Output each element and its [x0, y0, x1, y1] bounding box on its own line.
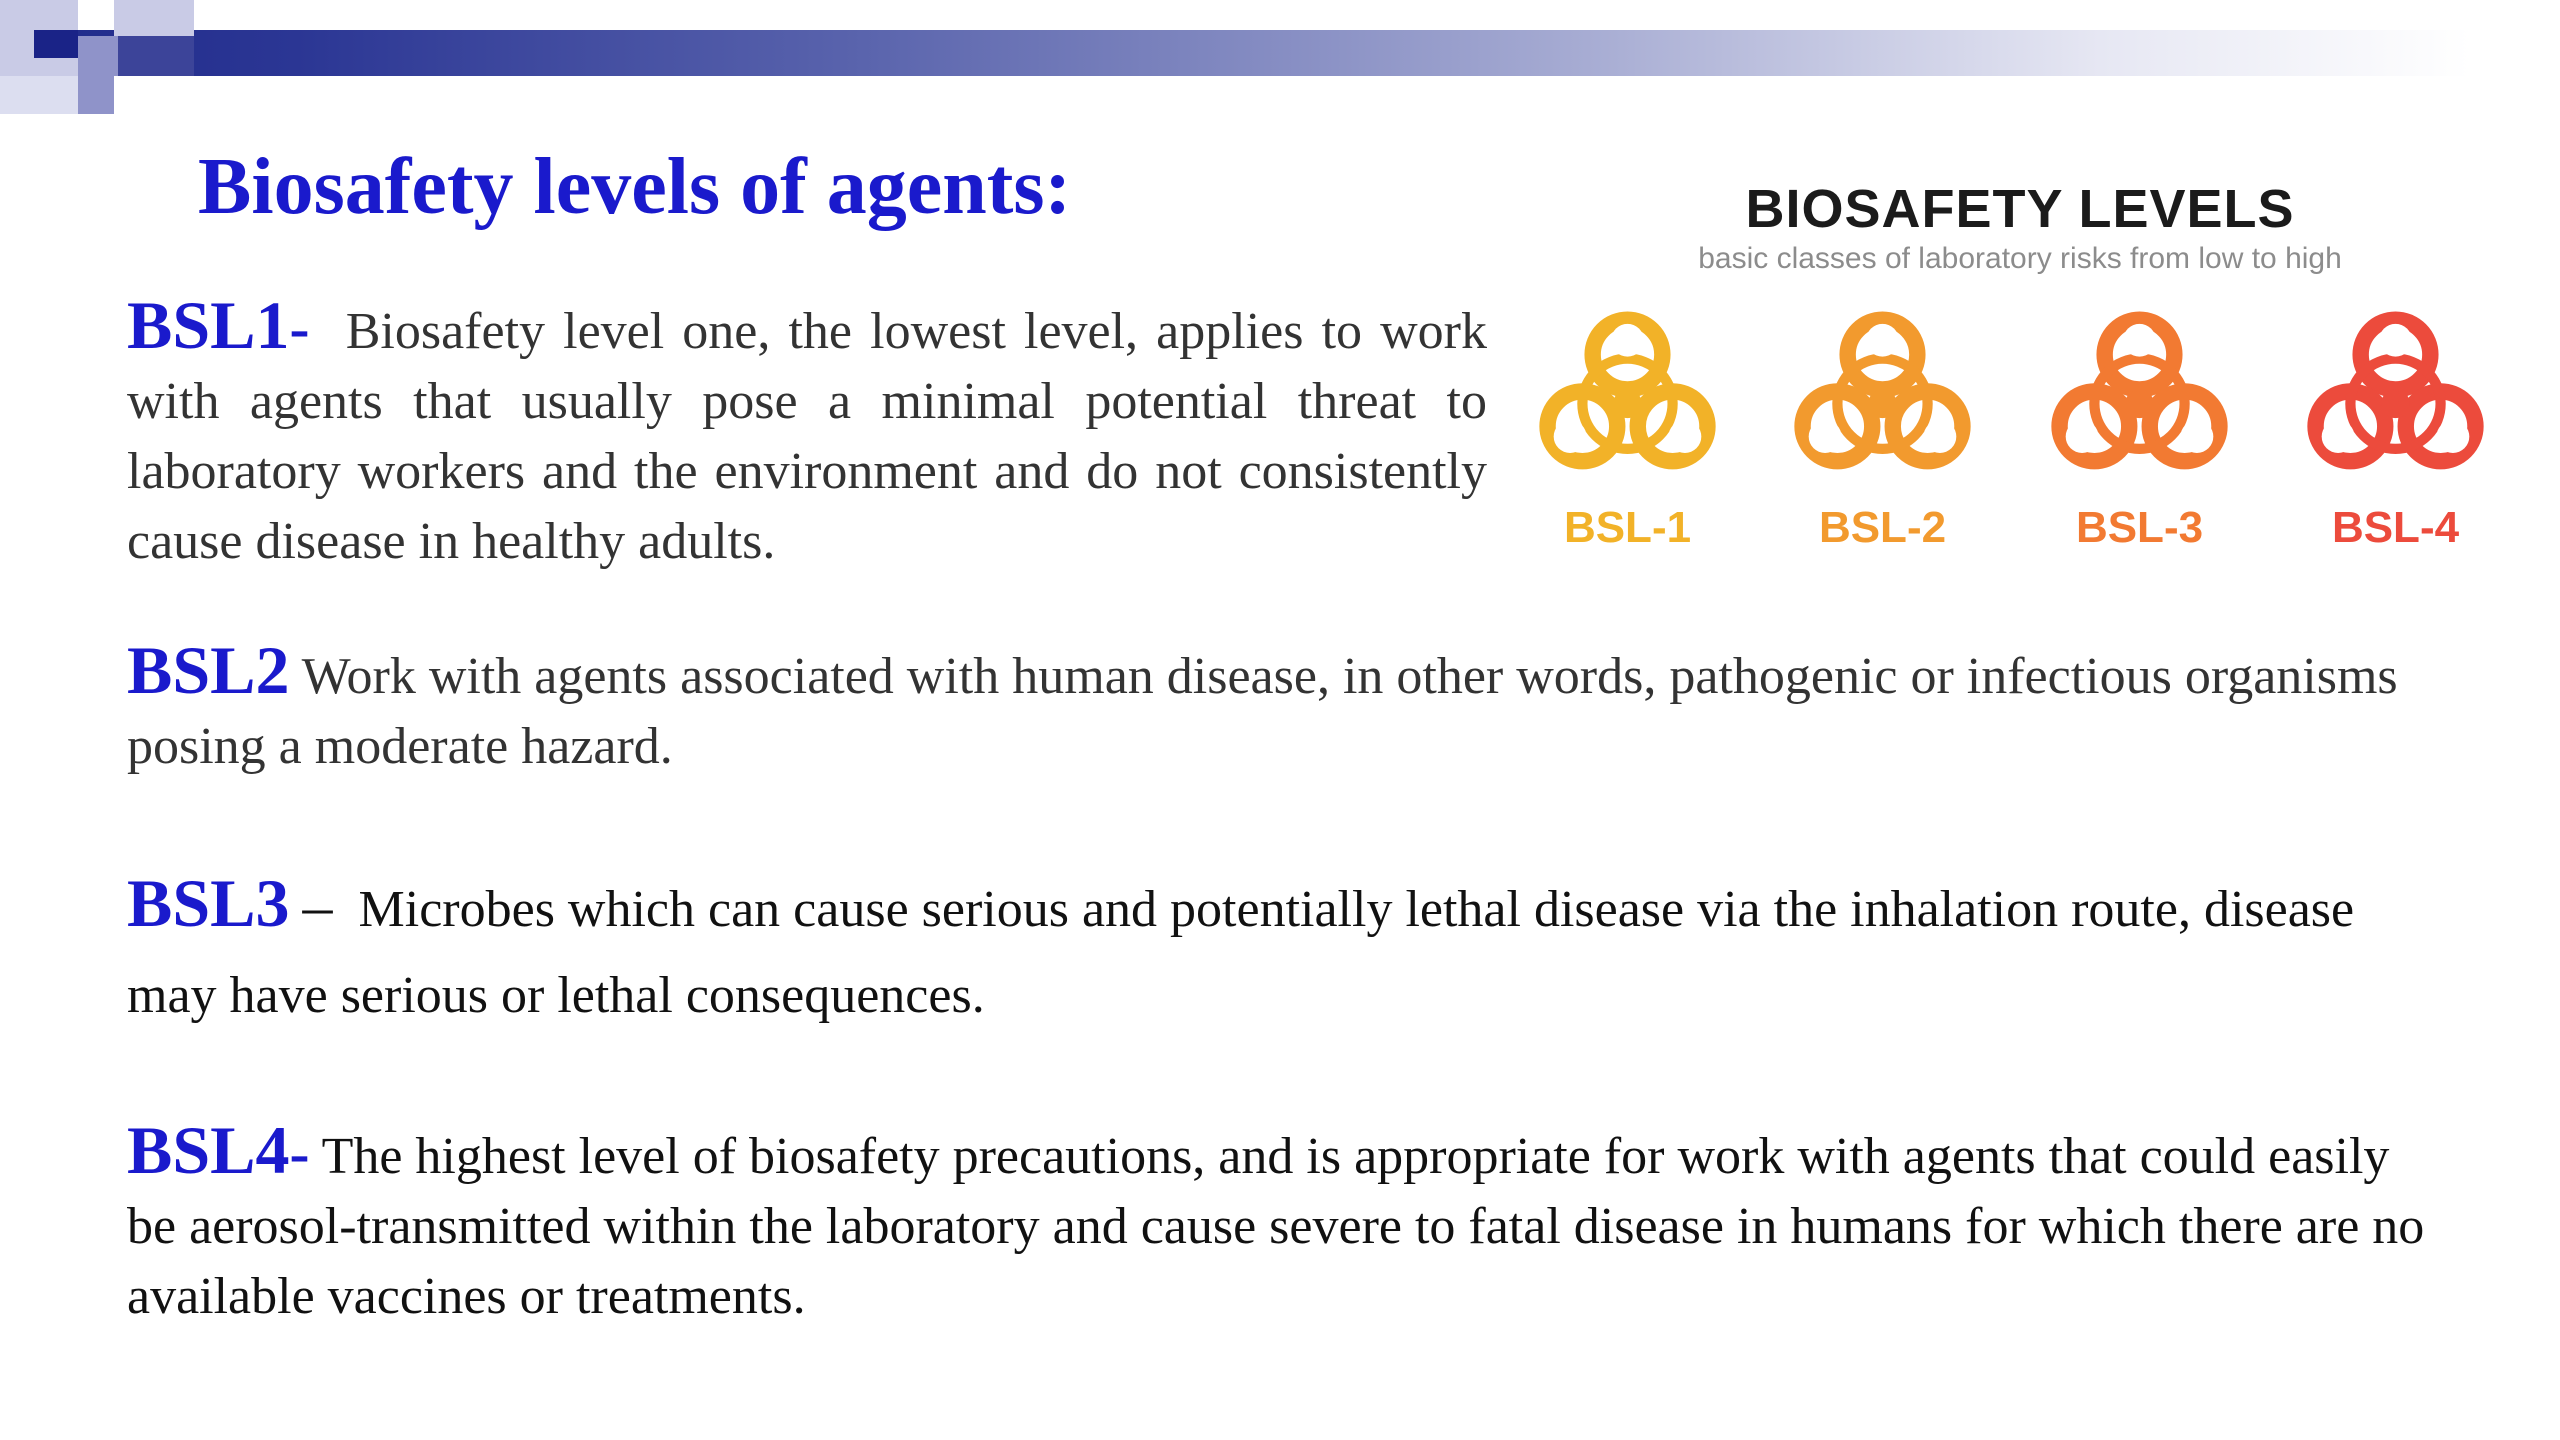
header-decor-square	[78, 36, 118, 76]
bsl3-label: BSL3	[127, 865, 290, 941]
bsl4-paragraph	[127, 1112, 2427, 1332]
hazard-label: BSL-1	[1563, 503, 1692, 552]
hazard-item-bsl-3	[2032, 305, 2247, 575]
biohazard-icon	[2037, 305, 2242, 480]
header-decor-square	[118, 36, 194, 76]
bsl2-label: BSL2	[127, 632, 290, 708]
bsl3-description: Microbes which can cause serious and potentially lethal disease via the inhalation route, disease may have serious or lethal consequences.	[127, 881, 2355, 1024]
header-decor-square	[114, 0, 194, 36]
bsl2-description: Work with agents associated with human disease, in other words, pathogenic or infectious organisms posing a moderate hazard.	[127, 648, 2398, 775]
header-decor-square	[34, 30, 78, 58]
bsl1-separator: -	[289, 295, 310, 361]
hazard-item-bsl-1	[1520, 305, 1735, 575]
slide-title: Biosafety levels of agents:	[198, 143, 1072, 231]
bsl2-paragraph	[127, 632, 2427, 782]
bsl3-separator: –	[302, 873, 333, 939]
bsl1-label: BSL1	[127, 287, 290, 363]
biohazard-icon	[1525, 305, 1730, 480]
biosafety-infographic	[1520, 160, 2520, 590]
bsl3-paragraph	[127, 860, 2427, 1039]
hazard-label: BSL-2	[1818, 503, 1947, 552]
bsl4-separator: -	[289, 1120, 310, 1186]
infographic-title: BIOSAFETY LEVELS	[1745, 179, 2295, 239]
infographic-subtitle: basic classes of laboratory risks from low to high	[1698, 242, 2342, 275]
header-gradient-bar	[0, 30, 2470, 76]
bsl4-label: BSL4	[127, 1112, 290, 1188]
header-decor-square	[0, 76, 78, 114]
hazard-item-bsl-4	[2288, 305, 2503, 575]
hazard-label: BSL-4	[2331, 503, 2460, 552]
bsl1-paragraph	[127, 287, 1487, 577]
biohazard-icon	[2293, 305, 2498, 480]
bsl4-description: The highest level of biosafety precautions, and is appropriate for work with agents that could easily be aerosol-transmitted within the laboratory and cause severe to fatal disease in humans for which there are no available vaccines or treatments.	[127, 1128, 2425, 1325]
biohazard-icon	[1780, 305, 1985, 480]
hazard-label: BSL-3	[2075, 503, 2204, 552]
hazard-item-bsl-2	[1775, 305, 1990, 575]
bsl1-description: Biosafety level one, the lowest level, applies to work with agents that usually pose a minimal potential threat to laboratory workers and the environment and do not consistently cause disease in healthy adults.	[127, 303, 1487, 570]
header-decor-square	[78, 76, 114, 114]
